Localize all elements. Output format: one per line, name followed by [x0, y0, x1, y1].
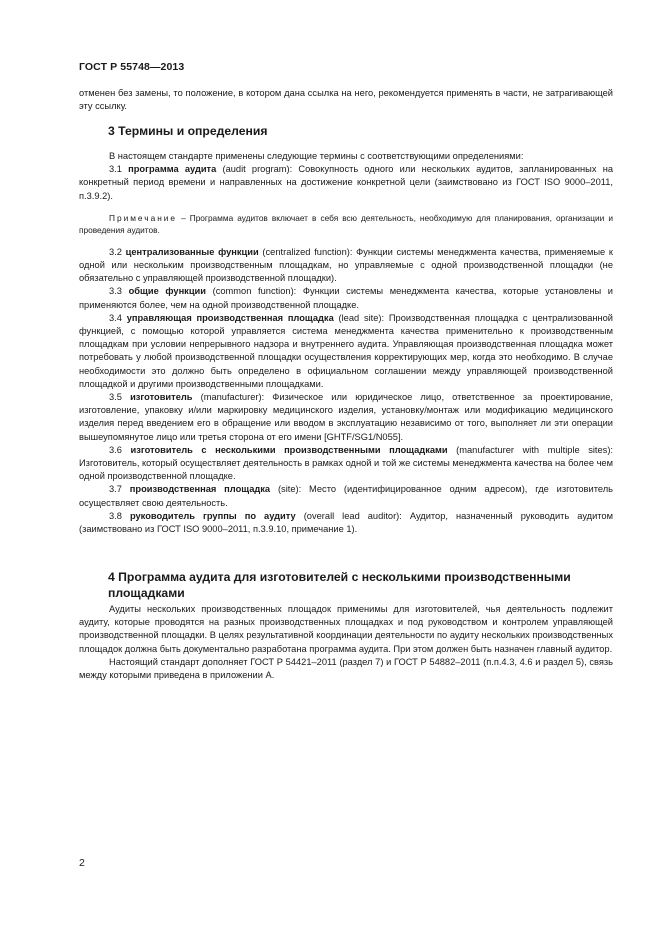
- term-definition: (manufacturer with multiple sites): Изготовитель, который осуществляет деятельность в рамках одной и той же системы менеджмента качества на более чем одной производственной площадке.: [79, 444, 613, 482]
- term-definition: (common function): Функции системы менеджмента качества, которые установлены и применяются более, чем на одной производственной площадке.: [79, 286, 613, 310]
- term-definition: (site): Место (идентифицированное одним адресом), где изготовитель осуществляет свою деятельность.: [79, 484, 613, 508]
- term-definition: (centralized function): Функции системы менеджмента качества, применяемые к одной или нескольким производственным площадкам, но управляемые с одной производственной площадки (не обязательно с управляющей производственной площадки).: [79, 246, 613, 284]
- term-3-3: [79, 285, 613, 311]
- term-number: 3.8: [109, 510, 122, 521]
- intro-paragraph: отменен без замены, то положение, в котором дана ссылка на него, рекомендуется применять в части, не затрагивающей эту ссылку.: [79, 88, 613, 112]
- term-number: 3.2: [109, 246, 122, 257]
- section-3-lead: В настоящем стандарте применены следующие термины с соответствующими определениями:: [109, 151, 524, 161]
- term-name: общие функции: [128, 286, 206, 297]
- term-definition: (audit program): Совокупность одного или нескольких аудитов, запланированных на конкретный период времени и направленных на достижение конкретной цели (заимствовано из ГОСТ ISO 9000–2011, п.3.9.2).: [79, 164, 613, 201]
- term-definition: (overall lead auditor): Аудитор, назначенный руководить аудитом (заимствовано из ГОСТ ISO 9000–2011, п.3.9.10, примечание 1).: [79, 510, 613, 535]
- term-3-2: [79, 246, 613, 286]
- note-text: – Программа аудитов включает в себя всю деятельность, необходимую для планирования, организации и проведения аудитов.: [79, 212, 613, 236]
- term-3-5: [79, 391, 613, 444]
- term-name: программа аудита: [128, 164, 217, 175]
- term-name: производственная площадка: [129, 484, 271, 495]
- section-4-heading-block: [108, 569, 613, 601]
- section-4-body: [79, 603, 613, 682]
- term-name: управляющая производственная площадка: [126, 312, 334, 323]
- section-4-title: 4 Программа аудита для изготовителей с несколькими производственными площадками: [108, 570, 571, 600]
- term-name: изготовитель: [130, 392, 193, 403]
- note-paragraph: [79, 212, 613, 237]
- term-number: 3.1: [109, 164, 122, 175]
- section-4-paragraph-1: Аудиты нескольких производственных площадок применимы для изготовителей, чья деятельность подлежит аудиту, которые проводятся на разных производственных площадках и под руководством и контролем управляющей производственной площадки. В целях результативной координации деятельности по аудиту нескольких производственных площадок должна быть документально разработана программа аудита. При этом должен быть назначен главный аудитор.: [79, 604, 613, 654]
- term-definition: (manufacturer): Физическое или юридическое лицо, ответственное за проектирование, изготовление, упаковку и/или маркировку медицинского изделия, установку/монтаж или модификацию медицинского изделия перед введением его в обращение или вводом в эксплуатацию независимо от того, выполняет ли эти операции вышеупомянутое лицо или третья сторона от его имени [GHTF/SG1/N055].: [79, 392, 613, 442]
- term-3-4: [79, 312, 613, 391]
- section-3-body: [79, 150, 613, 536]
- page-number: 2: [79, 857, 85, 869]
- section-4-paragraph-2: Настоящий стандарт дополняет ГОСТ Р 54421–2011 (раздел 7) и ГОСТ Р 54882–2011 (п.п.4.3, 4.6 и раздел 5), связь между которыми приведена в приложении А.: [79, 656, 613, 681]
- standard-header: ГОСТ Р 55748—2013: [79, 61, 185, 73]
- intro-block: [79, 87, 613, 113]
- term-3-1: [79, 163, 613, 203]
- term-3-7: [79, 483, 613, 509]
- section-3-heading-block: [108, 123, 613, 139]
- term-number: 3.5: [109, 392, 122, 403]
- term-number: 3.7: [109, 484, 122, 495]
- term-name: руководитель группы по аудиту: [129, 510, 296, 521]
- term-name: централизованные функции: [125, 246, 259, 257]
- term-number: 3.4: [109, 312, 122, 323]
- term-3-8: [79, 510, 613, 536]
- section-3-title: 3 Термины и определения: [108, 124, 268, 138]
- note-label: Примечание: [109, 212, 178, 223]
- term-number: 3.6: [109, 444, 122, 455]
- term-3-6: [79, 444, 613, 484]
- term-name: изготовитель с несколькими производственными площадками: [130, 444, 448, 455]
- term-definition: (lead site): Производственная площадка с централизованной функцией, с помощью которой управляется система менеджмента качества применительно к производственным площадкам при условии непрерывного надзора и внутреннего аудита. Управляющая производственная площадка может потребовать у любой производственной площадки осуществления корректирующих мер, когда это необходимо. В случае необходимости это должно быть определено в официальном соглашении между управляющей производственной площадкой и другими производственными площадками.: [79, 312, 613, 389]
- term-number: 3.3: [109, 286, 122, 297]
